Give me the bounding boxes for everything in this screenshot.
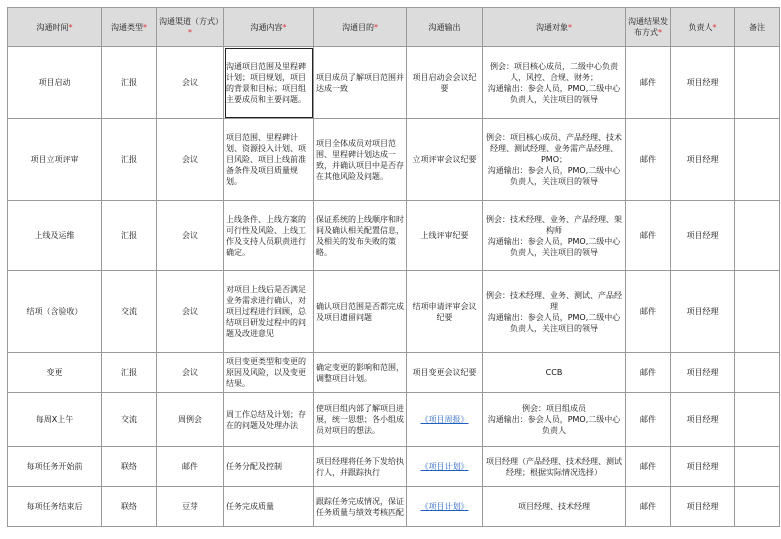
- cell-output-text: 立项评审会议纪要: [412, 155, 477, 164]
- table-row: [8, 119, 780, 201]
- cell-publish[interactable]: [626, 393, 671, 447]
- cell-time-text: 上线及运维: [34, 231, 75, 240]
- cell-time-text: 结项（含验收）: [26, 307, 83, 316]
- cell-output-text: 结项申请评审会议纪要: [412, 301, 477, 322]
- cell-type[interactable]: [102, 393, 157, 447]
- audience-line: 例会：项目核心成员，二级中心负责人，风控、合规、财务；: [490, 61, 618, 82]
- cell-owner[interactable]: [671, 353, 735, 393]
- column-header[interactable]: [407, 8, 483, 47]
- cell-type-text: 汇报: [121, 368, 137, 377]
- cell-publish-text: 邮件: [640, 78, 656, 87]
- table-header: [8, 8, 780, 47]
- column-header[interactable]: [671, 8, 735, 47]
- required-asterisk: *: [712, 22, 717, 32]
- cell-purpose[interactable]: [314, 487, 407, 527]
- cell-output[interactable]: [407, 201, 483, 271]
- cell-time[interactable]: [8, 201, 102, 271]
- cell-type-text: 汇报: [121, 78, 137, 87]
- cell-note[interactable]: [735, 353, 780, 393]
- cell-channel-text: 豆芽: [182, 502, 198, 511]
- cell-type[interactable]: [102, 119, 157, 201]
- cell-owner[interactable]: [671, 47, 735, 119]
- cell-note[interactable]: [735, 447, 780, 487]
- audience-line: 沟通输出：参会人员，PMO,二级中心负责人，关注项目的领导: [487, 236, 621, 257]
- audience-line: 沟通输出：参会人员，PMO,二级中心负责人，关注项目的领导: [487, 83, 621, 104]
- cell-owner-text: 项目经理: [686, 78, 719, 87]
- column-header-label: 沟通输出: [428, 22, 461, 32]
- cell-time-text: 每项任务结束后: [26, 502, 83, 511]
- cell-audience[interactable]: [483, 487, 626, 527]
- column-header[interactable]: [626, 8, 671, 47]
- document-link[interactable]: 《项目计划》: [420, 462, 469, 471]
- cell-channel[interactable]: [157, 119, 224, 201]
- cell-type[interactable]: [102, 447, 157, 487]
- cell-note[interactable]: [735, 487, 780, 527]
- cell-output-text: 项目启动会会议纪要: [412, 72, 477, 93]
- cell-content-text: 对项目上线后是否满足业务需求进行确认，对项目过程进行回顾，总结项目研发过程中的问题及改进意见: [226, 285, 306, 338]
- cell-channel[interactable]: [157, 393, 224, 447]
- header-row: [8, 8, 780, 47]
- column-header[interactable]: [157, 8, 224, 47]
- column-header-label: 沟通内容: [250, 22, 283, 32]
- audience-line: 例会：项目组成员: [522, 404, 586, 413]
- audience-line: 项目经理、技术经理: [518, 502, 590, 511]
- cell-content[interactable]: [224, 353, 314, 393]
- cell-publish[interactable]: [626, 271, 671, 353]
- audience-line: 沟通输出：参会人员，PMO,二级中心负责人，关注项目的领导: [487, 166, 621, 186]
- required-asterisk: *: [568, 22, 572, 32]
- column-header-label: 备注: [749, 22, 765, 32]
- cell-content[interactable]: [224, 119, 314, 201]
- cell-owner-text: 项目经理: [686, 155, 719, 164]
- cell-channel[interactable]: [157, 201, 224, 271]
- cell-time-text: 每周X上午: [35, 415, 74, 424]
- cell-purpose[interactable]: [314, 447, 407, 487]
- cell-channel-text: 会议: [182, 155, 198, 164]
- cell-time[interactable]: [8, 353, 102, 393]
- required-asterisk: *: [374, 22, 378, 32]
- cell-output[interactable]: [407, 447, 483, 487]
- cell-purpose[interactable]: [314, 353, 407, 393]
- cell-time-text: 每项任务开始前: [26, 462, 83, 471]
- audience-lines: [485, 214, 623, 258]
- column-header-label: 沟通结果发布方式: [628, 17, 668, 37]
- cell-channel-text: 邮件: [182, 462, 198, 471]
- table-row: [8, 201, 780, 271]
- column-header[interactable]: [8, 8, 102, 47]
- cell-channel-text: 会议: [182, 78, 198, 87]
- document-link[interactable]: 《项目计划》: [420, 502, 469, 511]
- cell-content[interactable]: [224, 487, 314, 527]
- cell-purpose[interactable]: [314, 201, 407, 271]
- cell-note[interactable]: [735, 119, 780, 201]
- column-header[interactable]: [102, 8, 157, 47]
- column-header-label: 沟通对象: [536, 22, 568, 32]
- cell-output-text: 上线评审纪要: [420, 231, 469, 240]
- cell-channel-text: 会议: [182, 368, 198, 377]
- audience-lines: [485, 61, 623, 105]
- audience-line: CCB: [545, 368, 563, 377]
- cell-output[interactable]: [407, 47, 483, 119]
- cell-owner-text: 项目经理: [686, 231, 719, 240]
- cell-owner[interactable]: [671, 487, 735, 527]
- cell-type-text: 交流: [121, 307, 137, 316]
- document-link[interactable]: 《项目周报》: [420, 415, 469, 424]
- cell-owner-text: 项目经理: [686, 368, 719, 377]
- cell-channel-text: 周例会: [178, 415, 202, 424]
- table-row: [8, 353, 780, 393]
- cell-owner[interactable]: [671, 393, 735, 447]
- cell-publish[interactable]: [626, 487, 671, 527]
- column-header-label: 沟通目的: [342, 22, 374, 32]
- cell-type-text: 汇报: [121, 231, 137, 240]
- cell-time[interactable]: [8, 447, 102, 487]
- cell-channel-text: 会议: [182, 231, 198, 240]
- cell-type[interactable]: [102, 201, 157, 271]
- required-asterisk: *: [658, 28, 662, 37]
- cell-type-text: 联络: [121, 502, 137, 511]
- cell-content-text: 任务分配及控制: [226, 462, 282, 471]
- cell-type[interactable]: [102, 47, 157, 119]
- cell-audience[interactable]: [483, 393, 626, 447]
- column-header-label: 负责人: [688, 22, 713, 32]
- cell-time-text: 项目立项评审: [30, 155, 79, 164]
- cell-owner[interactable]: [671, 201, 735, 271]
- cell-purpose[interactable]: [314, 47, 407, 119]
- cell-type[interactable]: [102, 487, 157, 527]
- table-row: [8, 393, 780, 447]
- cell-purpose-text: 确定变更的影响和范围，调整项目计划。: [316, 362, 404, 383]
- cell-audience[interactable]: [483, 271, 626, 353]
- cell-publish-text: 邮件: [640, 307, 656, 316]
- cell-owner-text: 项目经理: [686, 415, 719, 424]
- cell-publish-text: 邮件: [640, 231, 656, 240]
- column-header-label: 沟通类型: [111, 22, 143, 32]
- cell-purpose-text: 确认项目范围是否都完成及项目遗留问题: [316, 301, 404, 322]
- cell-time-text: 变更: [46, 368, 63, 377]
- cell-type-text: 交流: [121, 415, 137, 424]
- cell-channel-text: 会议: [182, 307, 198, 316]
- cell-time[interactable]: [8, 487, 102, 527]
- column-header[interactable]: [224, 8, 314, 47]
- cell-note[interactable]: [735, 271, 780, 353]
- cell-type[interactable]: [102, 271, 157, 353]
- table-row: [8, 447, 780, 487]
- required-asterisk: *: [282, 22, 287, 32]
- cell-publish-text: 邮件: [640, 462, 656, 471]
- cell-output[interactable]: [407, 271, 483, 353]
- table-row: [8, 47, 780, 119]
- cell-owner[interactable]: [671, 271, 735, 353]
- cell-content-text: 项目变更类型和变更的原因及风险，以及变更结果。: [226, 357, 306, 388]
- cell-content[interactable]: [224, 393, 314, 447]
- audience-lines: [485, 501, 623, 512]
- audience-lines: [485, 132, 623, 187]
- cell-content-text: 沟通项目范围及里程碑计划；项目规划，项目的背景和目标；项目组主要成员和主要问题。: [226, 61, 306, 104]
- cell-channel[interactable]: [157, 353, 224, 393]
- cell-purpose-text: 使项目组内部了解项目进展，统一思想；各小组成员对项目的想法。: [316, 404, 404, 435]
- audience-line: 项目经理（产品经理、技术经理、测试经理；根据实际情况选择）: [486, 456, 622, 477]
- cell-content-text: 项目范围、里程碑计划、资源投入计划、项目风险、项目上线前准备条件及项目质量规划。: [226, 133, 306, 186]
- cell-publish-text: 邮件: [640, 155, 656, 164]
- column-header[interactable]: [483, 8, 626, 47]
- cell-type[interactable]: [102, 353, 157, 393]
- cell-time[interactable]: [8, 119, 102, 201]
- cell-audience[interactable]: [483, 201, 626, 271]
- table-row: [8, 271, 780, 353]
- cell-publish-text: 邮件: [640, 415, 656, 424]
- audience-lines: [485, 290, 623, 334]
- cell-time[interactable]: [8, 393, 102, 447]
- cell-output[interactable]: [407, 119, 483, 201]
- cell-purpose-text: 项目成员了解项目范围并达成一致: [316, 72, 404, 93]
- cell-output[interactable]: [407, 487, 483, 527]
- required-asterisk: *: [68, 22, 73, 32]
- cell-content-text: 上线条件、上线方案的可行性及风险、上线工作及支持人员职责进行确定。: [226, 214, 306, 257]
- cell-note[interactable]: [735, 47, 780, 119]
- cell-type-text: 汇报: [121, 155, 137, 164]
- cell-content[interactable]: [224, 201, 314, 271]
- cell-content[interactable]: [224, 47, 314, 119]
- required-asterisk: *: [188, 28, 192, 37]
- cell-channel[interactable]: [157, 47, 224, 119]
- cell-content[interactable]: [224, 271, 314, 353]
- cell-channel[interactable]: [157, 447, 224, 487]
- audience-lines: [485, 367, 623, 378]
- cell-audience[interactable]: [483, 353, 626, 393]
- cell-channel[interactable]: [157, 271, 224, 353]
- cell-output[interactable]: [407, 393, 483, 447]
- cell-owner-text: 项目经理: [686, 462, 719, 471]
- cell-publish[interactable]: [626, 447, 671, 487]
- cell-publish[interactable]: [626, 353, 671, 393]
- cell-publish-text: 邮件: [640, 502, 656, 511]
- table-row: [8, 487, 780, 527]
- cell-type-text: 联络: [121, 462, 137, 471]
- cell-channel[interactable]: [157, 487, 224, 527]
- cell-output[interactable]: [407, 353, 483, 393]
- cell-time[interactable]: [8, 271, 102, 353]
- audience-line: 例会：项目核心成员、产品经理、技术经理、测试经理、业务需产品经理、PMO；: [486, 133, 622, 164]
- cell-audience[interactable]: [483, 119, 626, 201]
- cell-purpose[interactable]: [314, 271, 407, 353]
- audience-lines: [485, 403, 623, 436]
- cell-purpose[interactable]: [314, 119, 407, 201]
- cell-note[interactable]: [735, 201, 780, 271]
- cell-publish-text: 邮件: [640, 368, 656, 377]
- cell-content[interactable]: [224, 447, 314, 487]
- column-header[interactable]: [735, 8, 780, 47]
- cell-time-text: 项目启动: [38, 78, 71, 87]
- cell-time[interactable]: [8, 47, 102, 119]
- cell-publish[interactable]: [626, 201, 671, 271]
- audience-line: 例会：技术经理、业务、产品经理、架构师: [486, 214, 622, 235]
- cell-purpose-text: 项目全体成员对项目范围、里程碑计划达成一致，并确认项目中是否存在其他风险及问题。: [316, 138, 404, 181]
- cell-content-text: 任务完成质量: [226, 502, 274, 511]
- cell-output-text: 项目变更会议纪要: [412, 368, 477, 377]
- cell-purpose-text: 保证系统的上线顺序和时间及确认相关配置信息，及相关的发布失败的策略。: [316, 214, 404, 257]
- cell-publish[interactable]: [626, 119, 671, 201]
- communication-plan-sheet: [7, 7, 780, 527]
- audience-line: 沟通输出：参会人员，PMO,二级中心负责人，关注项目的领导: [487, 312, 621, 333]
- required-asterisk: *: [143, 22, 147, 32]
- cell-content-text: 周工作总结及计划；存在的问题及处理办法: [226, 409, 306, 430]
- cell-audience[interactable]: [483, 447, 626, 487]
- cell-owner-text: 项目经理: [686, 307, 719, 316]
- cell-owner-text: 项目经理: [686, 502, 719, 511]
- cell-audience[interactable]: [483, 47, 626, 119]
- column-header-label: 沟通时间: [36, 22, 69, 32]
- cell-owner[interactable]: [671, 447, 735, 487]
- cell-owner[interactable]: [671, 119, 735, 201]
- audience-line: 沟通输出：参会人员，PMO,二级中心负责人: [487, 415, 621, 435]
- cell-note[interactable]: [735, 393, 780, 447]
- audience-line: 例会：技术经理、业务、测试、产品经理: [486, 290, 622, 311]
- table-body: [8, 47, 780, 527]
- cell-purpose-text: 项目经理将任务下发给执行人，并跟踪执行: [316, 456, 404, 477]
- audience-lines: [485, 456, 623, 478]
- cell-publish[interactable]: [626, 47, 671, 119]
- communication-plan-table: [7, 7, 780, 527]
- cell-purpose[interactable]: [314, 393, 407, 447]
- column-header[interactable]: [314, 8, 407, 47]
- column-header-label: 沟通渠道（方式）: [159, 17, 223, 26]
- cell-purpose-text: 跟踪任务完成情况，保证任务质量与绩效考核匹配: [316, 496, 404, 517]
